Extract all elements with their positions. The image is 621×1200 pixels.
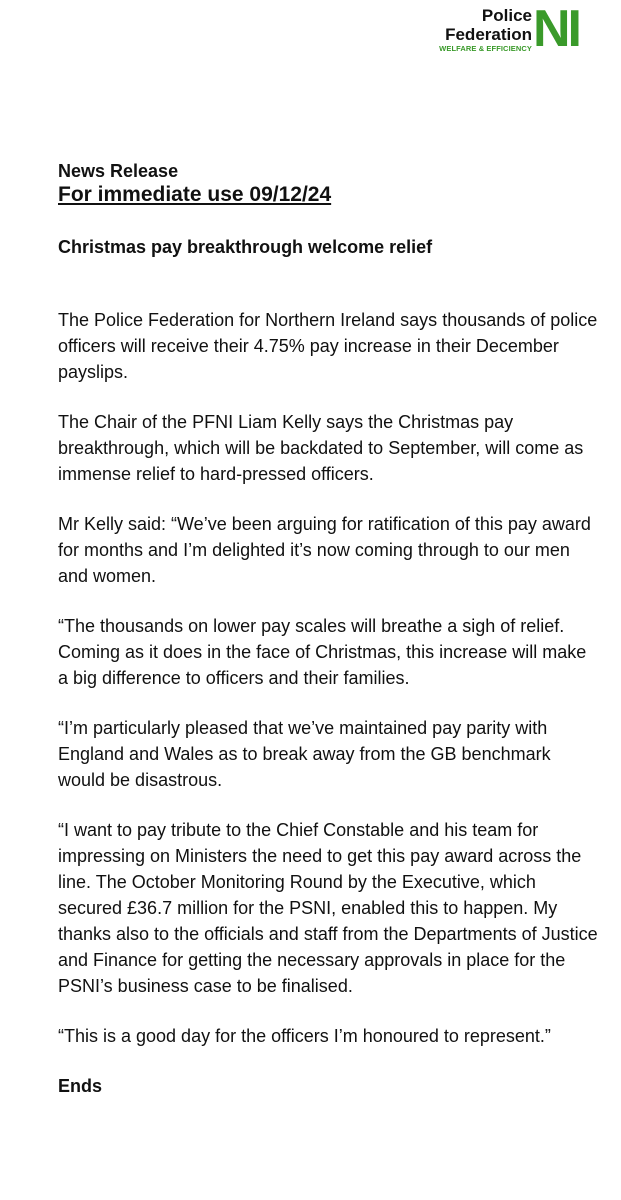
release-date-line: For immediate use 09/12/24 [58,183,332,206]
release-ends: Ends [58,1076,103,1096]
release-headline: Christmas pay breakthrough welcome relief [58,237,433,257]
body-paragraph: “This is a good day for the officers I’m honoured to represent.” [58,1026,551,1046]
logo-tagline: WELFARE & EFFICIENCY [439,44,532,53]
logo-line-police: Police [481,6,532,25]
logo-text [439,4,532,56]
logo-line-federation: Federation [445,25,532,44]
news-release-content [58,160,598,1097]
body-paragraph: “The thousands on lower pay scales will breathe a sigh of relief. Coming as it does in the face of Christmas, this increase will make a big difference to officers and their families. [58,616,587,688]
police-federation-ni-logo [439,0,579,58]
release-body [58,307,598,1049]
body-paragraph: Mr Kelly said: “We’ve been arguing for ratification of this pay award for months and I’m delighted it’s now coming through to our men and women. [58,514,591,586]
body-paragraph: The Chair of the PFNI Liam Kelly says the Christmas pay breakthrough, which will be backdated to September, will come as immense relief to hard-pressed officers. [58,412,584,484]
logo-ni-mark: NI [533,0,579,58]
body-paragraph: “I want to pay tribute to the Chief Constable and his team for impressing on Ministers the need to get this pay award across the line. The October Monitoring Round by the Executive, which secured £36.7 million for the PSNI, enabled this to happen. My thanks also to the officials and staff from the Departments of Justice and Finance for getting the necessary approvals in place for the PSNI’s business case to be finalised. [58,820,598,996]
body-paragraph: The Police Federation for Northern Ireland says thousands of police officers will receive their 4.75% pay increase in their December payslips. [58,310,598,382]
body-paragraph: “I’m particularly pleased that we’ve maintained pay parity with England and Wales as to break away from the GB benchmark would be disastrous. [58,718,551,790]
release-type-label: News Release [58,161,179,181]
